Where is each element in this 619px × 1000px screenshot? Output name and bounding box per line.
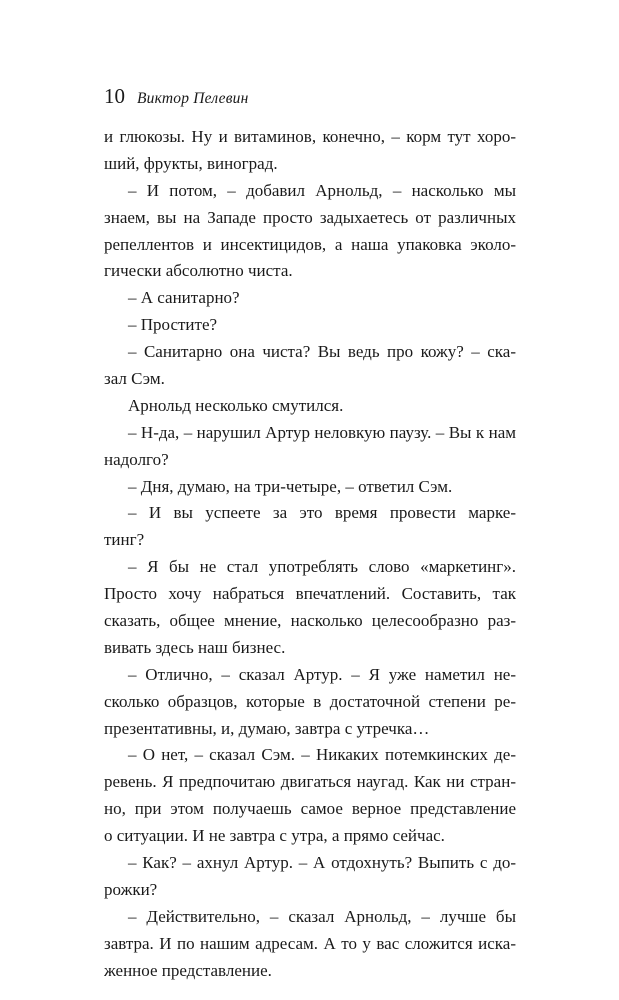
text-line: зал Сэм. <box>104 369 165 389</box>
text-line: – Как? – ахнул Артур. – А отдохнуть? Выпить с до- <box>128 853 516 873</box>
text-line: сказать, общее мнение, насколько целесообразно раз- <box>104 611 516 631</box>
text-line: рожки? <box>104 879 158 899</box>
text-line: тинг? <box>104 530 145 550</box>
text-line: – Н-да, – нарушил Артур неловкую паузу. – Вы к нам <box>128 422 516 442</box>
text-line: – Дня, думаю, на три-четыре, – ответил Сэм. <box>128 476 453 496</box>
text-line: – Простите? <box>128 315 218 335</box>
text-line: – И вы успеете за это время провести марке- <box>128 503 516 523</box>
text-line: но, при этом получаешь самое верное представление <box>104 799 516 819</box>
book-page <box>104 84 516 985</box>
text-line: – А санитарно? <box>128 288 240 308</box>
text-line: завтра. И по нашим адресам. А то у вас сложится иска- <box>104 933 516 953</box>
text-line: – О нет, – сказал Сэм. – Никаких потемкинских де- <box>128 745 516 765</box>
text-line: знаем, вы на Западе просто задыхаетесь от различных <box>104 207 516 227</box>
text-line: и глюкозы. Ну и витаминов, конечно, – корм тут хоро- <box>104 127 516 146</box>
text-line: – Я бы не стал употреблять слово «маркетинг». <box>128 557 516 577</box>
body-text <box>104 124 516 985</box>
text-line: презентативны, и, думаю, завтра с утречка… <box>104 718 430 738</box>
text-line: сколько образцов, которые в достаточной степени ре- <box>104 691 516 711</box>
text-line: вивать здесь наш бизнес. <box>104 637 286 657</box>
running-head-author: Виктор Пелевин <box>137 90 249 107</box>
text-line: – Действительно, – сказал Арнольд, – лучше бы <box>128 906 516 926</box>
text-line: репеллентов и инсектицидов, а наша упаковка эколо- <box>104 234 516 254</box>
text-line: – Санитарно она чиста? Вы ведь про кожу? – ска- <box>128 342 516 362</box>
text-line: надолго? <box>104 449 169 469</box>
text-line: – И потом, – добавил Арнольд, – насколько мы <box>128 180 516 200</box>
text-line: – Отлично, – сказал Артур. – Я уже наметил не- <box>128 664 516 684</box>
text-line: о ситуации. И не завтра с утра, а прямо сейчас. <box>104 826 445 846</box>
page-number: 10 <box>104 84 125 108</box>
text-line: ший, фрукты, виноград. <box>104 153 278 173</box>
text-line: Арнольд несколько смутился. <box>128 395 344 415</box>
text-line: ревень. Я предпочитаю двигаться наугад. Как ни стран- <box>104 772 516 792</box>
text-line: Просто хочу набраться впечатлений. Составить, так <box>104 584 516 604</box>
text-line: гически абсолютно чиста. <box>104 261 293 281</box>
text-line: женное представление. <box>104 960 272 980</box>
running-head <box>104 84 516 118</box>
